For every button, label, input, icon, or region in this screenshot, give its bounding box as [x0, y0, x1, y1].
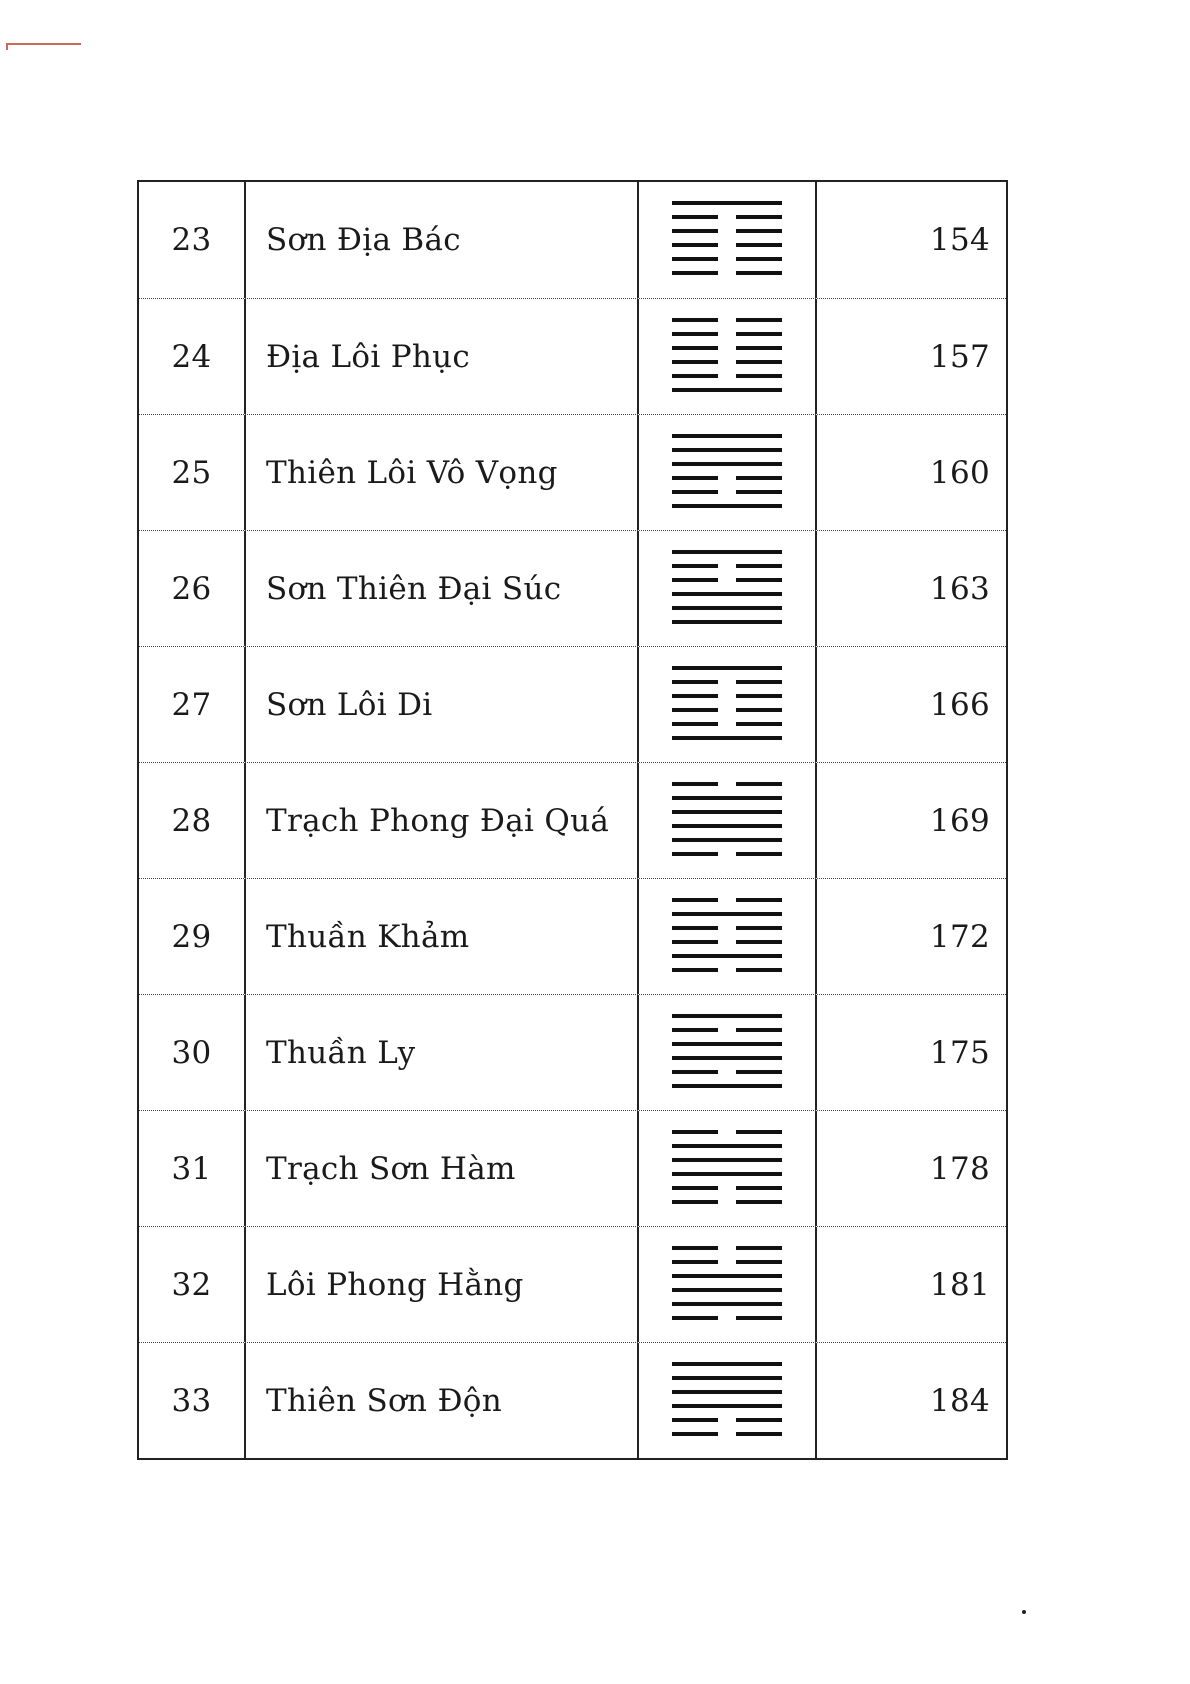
- yang-line: [672, 1172, 782, 1176]
- hexagram-icon: [672, 894, 782, 980]
- hexagram-icon: [672, 314, 782, 400]
- table-row: [139, 298, 1006, 414]
- hexagram-number: 25: [139, 415, 246, 530]
- hexagram-icon: [672, 1358, 782, 1444]
- hexagram-symbol-cell: [639, 1111, 817, 1226]
- yin-line: [672, 229, 782, 233]
- page-number: 169: [929, 802, 990, 839]
- hexagram-name: Thuần Khảm: [246, 879, 639, 994]
- page-number: 184: [929, 1382, 990, 1419]
- yang-line: [672, 606, 782, 610]
- hexagram-icon: [672, 430, 782, 516]
- yang-line: [672, 796, 782, 800]
- hexagram-name: Lôi Phong Hằng: [246, 1227, 639, 1342]
- hexagram-name: Sơn Lôi Di: [246, 647, 639, 762]
- yang-line: [672, 1404, 782, 1408]
- yang-line: [672, 824, 782, 828]
- yang-line: [672, 462, 782, 466]
- yin-line: [672, 578, 782, 582]
- yang-line: [672, 1288, 782, 1292]
- yin-line: [672, 332, 782, 336]
- hexagram-symbol-cell: [639, 299, 817, 414]
- hexagram-icon: [672, 546, 782, 632]
- yang-line: [672, 1390, 782, 1394]
- yin-line: [672, 271, 782, 275]
- hexagram-symbol-cell: [639, 995, 817, 1110]
- yang-line: [672, 388, 782, 392]
- yin-line: [672, 215, 782, 219]
- yin-line: [672, 680, 782, 684]
- yin-line: [672, 852, 782, 856]
- yang-line: [672, 954, 782, 958]
- hexagram-symbol-cell: [639, 531, 817, 646]
- yin-line: [672, 968, 782, 972]
- yin-line: [672, 1260, 782, 1264]
- yin-line: [672, 940, 782, 944]
- page-number: 181: [929, 1266, 990, 1303]
- hexagram-symbol-cell: [639, 879, 817, 994]
- yang-line: [672, 912, 782, 916]
- yang-line: [672, 1302, 782, 1306]
- hexagram-number: 31: [139, 1111, 246, 1226]
- yang-line: [672, 620, 782, 624]
- yang-line: [672, 736, 782, 740]
- hexagram-number: 32: [139, 1227, 246, 1342]
- hexagram-table: [137, 180, 1008, 1460]
- yang-line: [672, 1084, 782, 1088]
- yin-line: [672, 926, 782, 930]
- yin-line: [672, 490, 782, 494]
- yang-line: [672, 1056, 782, 1060]
- yang-line: [672, 550, 782, 554]
- page-number: 166: [929, 686, 990, 723]
- yin-line: [672, 1432, 782, 1436]
- yin-line: [672, 1070, 782, 1074]
- corner-mark: [6, 43, 81, 45]
- yang-line: [672, 1014, 782, 1018]
- yin-line: [672, 374, 782, 378]
- hexagram-name: Thiên Sơn Độn: [246, 1343, 639, 1458]
- table-row: [139, 182, 1006, 298]
- hexagram-symbol-cell: [639, 1227, 817, 1342]
- hexagram-number: 27: [139, 647, 246, 762]
- hexagram-number: 29: [139, 879, 246, 994]
- hexagram-icon: [672, 197, 782, 283]
- hexagram-icon: [672, 778, 782, 864]
- yang-line: [672, 1362, 782, 1366]
- hexagram-icon: [672, 1010, 782, 1096]
- yang-line: [672, 1274, 782, 1278]
- table-row: [139, 1342, 1006, 1458]
- yin-line: [672, 708, 782, 712]
- table-row: [139, 414, 1006, 530]
- page-number: 163: [929, 570, 990, 607]
- yang-line: [672, 504, 782, 508]
- hexagram-name: Địa Lôi Phục: [246, 299, 639, 414]
- hexagram-name: Trạch Sơn Hàm: [246, 1111, 639, 1226]
- page-number: 160: [929, 454, 990, 491]
- yin-line: [672, 722, 782, 726]
- hexagram-number: 30: [139, 995, 246, 1110]
- yin-line: [672, 360, 782, 364]
- hexagram-icon: [672, 1242, 782, 1328]
- yin-line: [672, 257, 782, 261]
- yin-line: [672, 243, 782, 247]
- table-row: [139, 1110, 1006, 1226]
- table-row: [139, 530, 1006, 646]
- hexagram-symbol-cell: [639, 415, 817, 530]
- yin-line: [672, 476, 782, 480]
- page-number: 172: [929, 918, 990, 955]
- yin-line: [672, 318, 782, 322]
- yin-line: [672, 782, 782, 786]
- hexagram-symbol-cell: [639, 647, 817, 762]
- hexagram-symbol-cell: [639, 182, 817, 298]
- table-row: [139, 1226, 1006, 1342]
- hexagram-icon: [672, 1126, 782, 1212]
- yin-line: [672, 1200, 782, 1204]
- table-row: [139, 878, 1006, 994]
- yin-line: [672, 1186, 782, 1190]
- hexagram-icon: [672, 662, 782, 748]
- page-number: 157: [929, 338, 990, 375]
- page-number: 154: [929, 222, 990, 258]
- hexagram-name: Trạch Phong Đại Quá: [246, 763, 639, 878]
- hexagram-number: 23: [139, 182, 246, 298]
- yin-line: [672, 694, 782, 698]
- yin-line: [672, 1246, 782, 1250]
- page-number: 178: [929, 1150, 990, 1187]
- table-row: [139, 646, 1006, 762]
- yin-line: [672, 1130, 782, 1134]
- yang-line: [672, 434, 782, 438]
- yin-line: [672, 346, 782, 350]
- yang-line: [672, 1144, 782, 1148]
- yang-line: [672, 810, 782, 814]
- hexagram-number: 26: [139, 531, 246, 646]
- yang-line: [672, 1376, 782, 1380]
- hexagram-name: Sơn Địa Bác: [246, 182, 639, 298]
- stray-dot: [1022, 1610, 1026, 1614]
- yang-line: [672, 1042, 782, 1046]
- yin-line: [672, 1316, 782, 1320]
- hexagram-name: Sơn Thiên Đại Súc: [246, 531, 639, 646]
- hexagram-number: 33: [139, 1343, 246, 1458]
- hexagram-symbol-cell: [639, 1343, 817, 1458]
- hexagram-number: 24: [139, 299, 246, 414]
- hexagram-number: 28: [139, 763, 246, 878]
- hexagram-name: Thuần Ly: [246, 995, 639, 1110]
- yang-line: [672, 666, 782, 670]
- yin-line: [672, 898, 782, 902]
- yin-line: [672, 564, 782, 568]
- yang-line: [672, 838, 782, 842]
- hexagram-symbol-cell: [639, 763, 817, 878]
- yin-line: [672, 1418, 782, 1422]
- table-row: [139, 762, 1006, 878]
- yang-line: [672, 1158, 782, 1162]
- corner-tick: [6, 43, 8, 50]
- page-number: 175: [929, 1034, 990, 1071]
- table-row: [139, 994, 1006, 1110]
- yang-line: [672, 201, 782, 205]
- yang-line: [672, 448, 782, 452]
- yin-line: [672, 1028, 782, 1032]
- yang-line: [672, 592, 782, 596]
- hexagram-name: Thiên Lôi Vô Vọng: [246, 415, 639, 530]
